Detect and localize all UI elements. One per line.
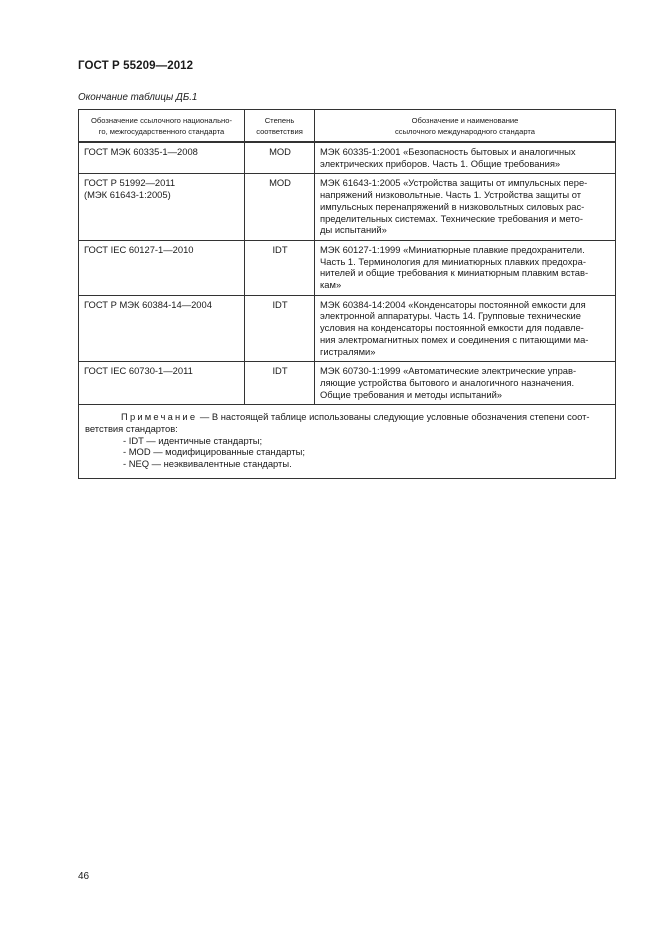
page-number: 46 [78,871,90,882]
national-standard-cell: ГОСТ МЭК 60335-1—2008 [79,142,245,174]
document-header-title: ГОСТ Р 55209—2012 [78,60,194,72]
degree-cell: IDT [245,295,315,362]
note-item: - NEQ — неэквивалентные стандарты. [123,458,292,470]
international-standard-cell: МЭК 61643-1:2005 «Устройства защиты от импульсных пере- напряжений низковольтные. Часть 1. Устройства защиты от импульсных перенапряжений в низковольтных силовых рас- пределительных системах. Технические требования и мето- ды испытаний» [315,174,616,241]
header-national-standard: Обозначение ссылочного национально- го, межгосударственного стандарта [79,110,245,143]
national-standard-cell: ГОСТ IEC 60730-1—2011 [79,362,245,405]
national-standard-cell: ГОСТ Р МЭК 60384-14—2004 [79,295,245,362]
note-item: - IDT — идентичные стандарты; [123,434,263,446]
note-text-first: — В настоящей таблице использованы следующие условные обозначения степени соот- [197,411,590,423]
table-row [79,142,616,174]
international-standard-cell: МЭК 60384-14:2004 «Конденсаторы постоянной емкости для электронной аппаратуры. Часть 14. Групповые технические условия на конденсаторы постоянной емкости для подавле- ния электромагнитных помех и соединения с питающими ма- гистралями» [315,295,616,362]
national-standard-cell: ГОСТ Р 51992—2011 (МЭК 61643-1:2005) [79,174,245,241]
international-standard-cell: МЭК 60335-1:2001 «Безопасность бытовых и аналогичных электрических приборов. Часть 1. Общие требования» [315,142,616,174]
degree-cell: IDT [245,362,315,405]
national-standard-cell: ГОСТ IEC 60127-1—2010 [79,240,245,295]
degree-cell: MOD [245,174,315,241]
international-standard-cell: МЭК 60730-1:1999 «Автоматические электрические управ- ляющие устройства бытового и аналогичного назначения. Общие требования и методы испытаний» [315,362,616,405]
international-standard-cell: МЭК 60127-1:1999 «Миниатюрные плавкие предохранители. Часть 1. Терминология для миниатюрных плавких предохра- нителей и общие требования к миниатюрным плавким встав- кам» [315,240,616,295]
table-note [79,405,616,479]
header-degree-of-conformity: Степень соответствия [245,110,315,143]
table-row [79,362,616,405]
degree-cell: IDT [245,240,315,295]
table-caption: Окончание таблицы ДБ.1 [78,92,198,103]
table-note-row [79,405,616,479]
header-international-standard: Обозначение и наименование ссылочного международного стандарта [315,110,616,143]
table-header-row [79,110,616,143]
table-row [79,295,616,362]
table-row [79,240,616,295]
note-label: Примечание [121,411,198,423]
table-row [79,174,616,241]
degree-cell: MOD [245,142,315,174]
note-text-second: ветствия стандартов: [85,423,178,435]
note-item: - MOD — модифицированные стандарты; [123,446,305,458]
standards-table [78,109,616,479]
